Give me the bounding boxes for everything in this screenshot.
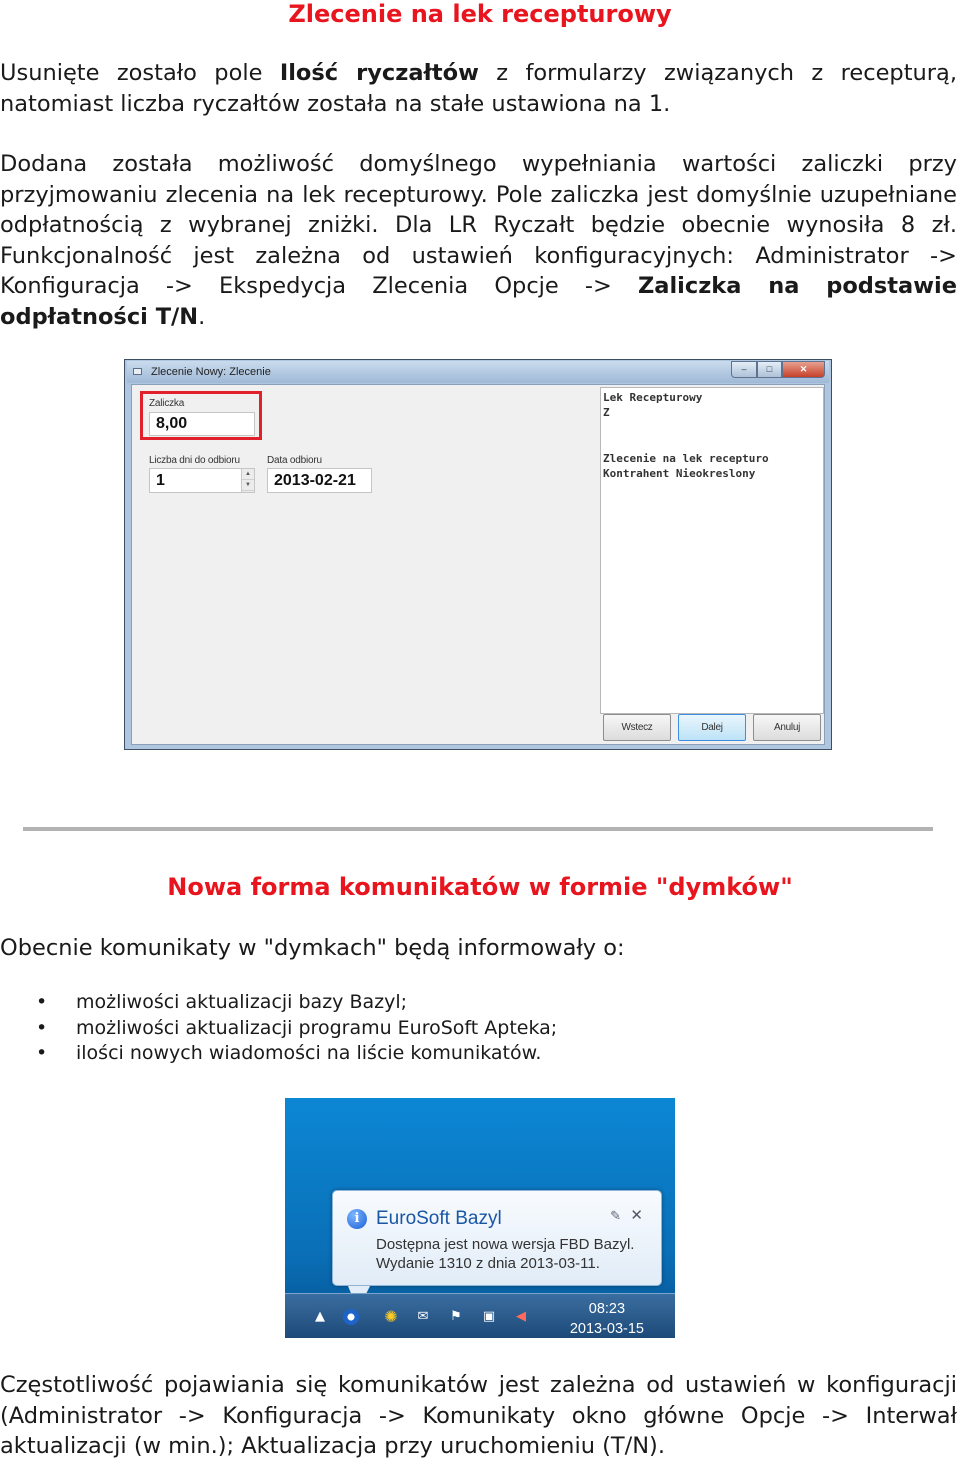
balloon-topics-list	[0, 990, 960, 1067]
days-to-pickup-label: Liczba dni do odbioru	[149, 455, 240, 466]
paragraph-text: .	[198, 303, 206, 330]
preview-line: Zlecenie na lek recepturo	[603, 452, 769, 465]
window-controls	[731, 361, 825, 378]
show-hidden-icons-icon[interactable]: ▲	[315, 1309, 325, 1324]
network-icon[interactable]: ▣	[482, 1309, 496, 1324]
preview-line: Kontrahent Nieokreslony	[603, 467, 756, 480]
taskbar	[285, 1293, 675, 1338]
dialog-body	[131, 384, 825, 745]
days-to-pickup-stepper[interactable]	[149, 468, 255, 493]
minimize-button[interactable]: –	[731, 361, 757, 378]
receipt-preview-pane	[600, 387, 824, 714]
paragraph-removed-field	[0, 58, 957, 119]
list-item: • możliwości aktualizacji bazy Bazyl;	[0, 990, 960, 1016]
order-dialog-screenshot	[124, 359, 832, 750]
paragraph-frequency-config: Częstotliwość pojawiania się komunikatów jest zależna od ustawień w konfiguracji (Administrator -> Konfiguracja -> Komunikaty okno główne Opcje -> Interwał aktualizacji (w min.); Aktualizacja przy uruchomieniu (T/N).	[0, 1372, 957, 1459]
paragraph-advance-default	[0, 149, 957, 332]
system-clock[interactable]	[570, 1299, 644, 1338]
info-icon: i	[347, 1209, 367, 1229]
spin-down-icon[interactable]: ▼	[242, 480, 254, 491]
tray-notification-screenshot	[285, 1098, 675, 1338]
close-button[interactable]: ✕	[782, 361, 825, 378]
balloon-intro: Obecnie komunikaty w "dymkach" będą informowały o:	[0, 935, 625, 961]
notification-balloon[interactable]	[332, 1190, 662, 1286]
balloon-message-line: Wydanie 1310 z dnia 2013-03-11.	[376, 1255, 600, 1272]
paragraph-text: Dodana została możliwość domyślnego wypełniania wartości zaliczki przy przyjmowaniu zlecenia na lek recepturowy. Pole zaliczka jest domyślnie uzupełniane odpłatnością z wybranej zniżki. Dla LR Ryczałt będzie obecnie wynosiła 8 zł. Funkcjonalność jest zależna od ustawień konfiguracyjnych: Administrator -> Konfiguracja -> Ekspedycja Zlecenia Opcje ->	[0, 151, 957, 299]
preview-line: Lek Recepturowy	[603, 391, 703, 404]
advance-label: Zaliczka	[149, 398, 185, 409]
balloon-title: EuroSoft Bazyl	[376, 1208, 502, 1229]
paragraph-text: Usunięte zostało pole	[0, 60, 280, 86]
volume-muted-icon[interactable]: ◀	[516, 1309, 526, 1324]
section-title-prescription-order: Zlecenie na lek recepturowy	[288, 0, 672, 28]
advance-field[interactable]: 8,00	[149, 412, 255, 436]
spin-up-icon[interactable]: ▲	[242, 469, 254, 480]
section-title-balloon-messages: Nowa forma komunikatów w formie "dymków"	[167, 873, 793, 901]
preview-line: Z	[603, 406, 610, 419]
pickup-date-label: Data odbioru	[267, 455, 322, 466]
dialog-title-bar	[127, 361, 829, 383]
sun-icon[interactable]: ✺	[384, 1307, 398, 1326]
flag-icon[interactable]: ⚑	[450, 1309, 462, 1324]
cancel-button[interactable]: Anuluj	[753, 714, 821, 741]
section-divider	[23, 827, 933, 831]
clock-date: 2013-03-15	[569, 1321, 644, 1337]
paragraph-text: z formularzy związanych z recepturą, natomiast liczba ryczałtów została na stałe ustawiona na 1.	[0, 60, 957, 117]
pickup-date-field[interactable]: 2013-02-21	[267, 468, 372, 493]
days-to-pickup-value: 1	[156, 472, 165, 489]
next-button[interactable]: Dalej	[678, 714, 746, 741]
close-icon[interactable]: ✕	[630, 1207, 643, 1224]
paragraph-bold-text: Zaliczka na podstawie odpłatności T/N	[0, 273, 957, 330]
eurosoft-app-icon[interactable]	[343, 1309, 359, 1325]
clock-time: 08:23	[588, 1301, 626, 1317]
back-button[interactable]: Wstecz	[603, 714, 671, 741]
window-icon	[133, 368, 142, 375]
balloon-message-line: Dostępna jest nowa wersja FBD Bazyl.	[376, 1236, 635, 1253]
maximize-button[interactable]: □	[757, 361, 782, 378]
list-item: • ilości nowych wiadomości na liście komunikatów.	[0, 1041, 960, 1067]
paragraph-bold-text: Ilość ryczałtów	[279, 60, 479, 86]
spin-buttons[interactable]	[241, 469, 254, 492]
list-item: • możliwości aktualizacji programu EuroSoft Apteka;	[0, 1016, 960, 1042]
message-icon[interactable]: ✉	[417, 1309, 429, 1324]
dialog-title: Zlecenie Nowy: Zlecenie	[151, 366, 271, 378]
settings-icon[interactable]: ✎	[610, 1208, 621, 1223]
